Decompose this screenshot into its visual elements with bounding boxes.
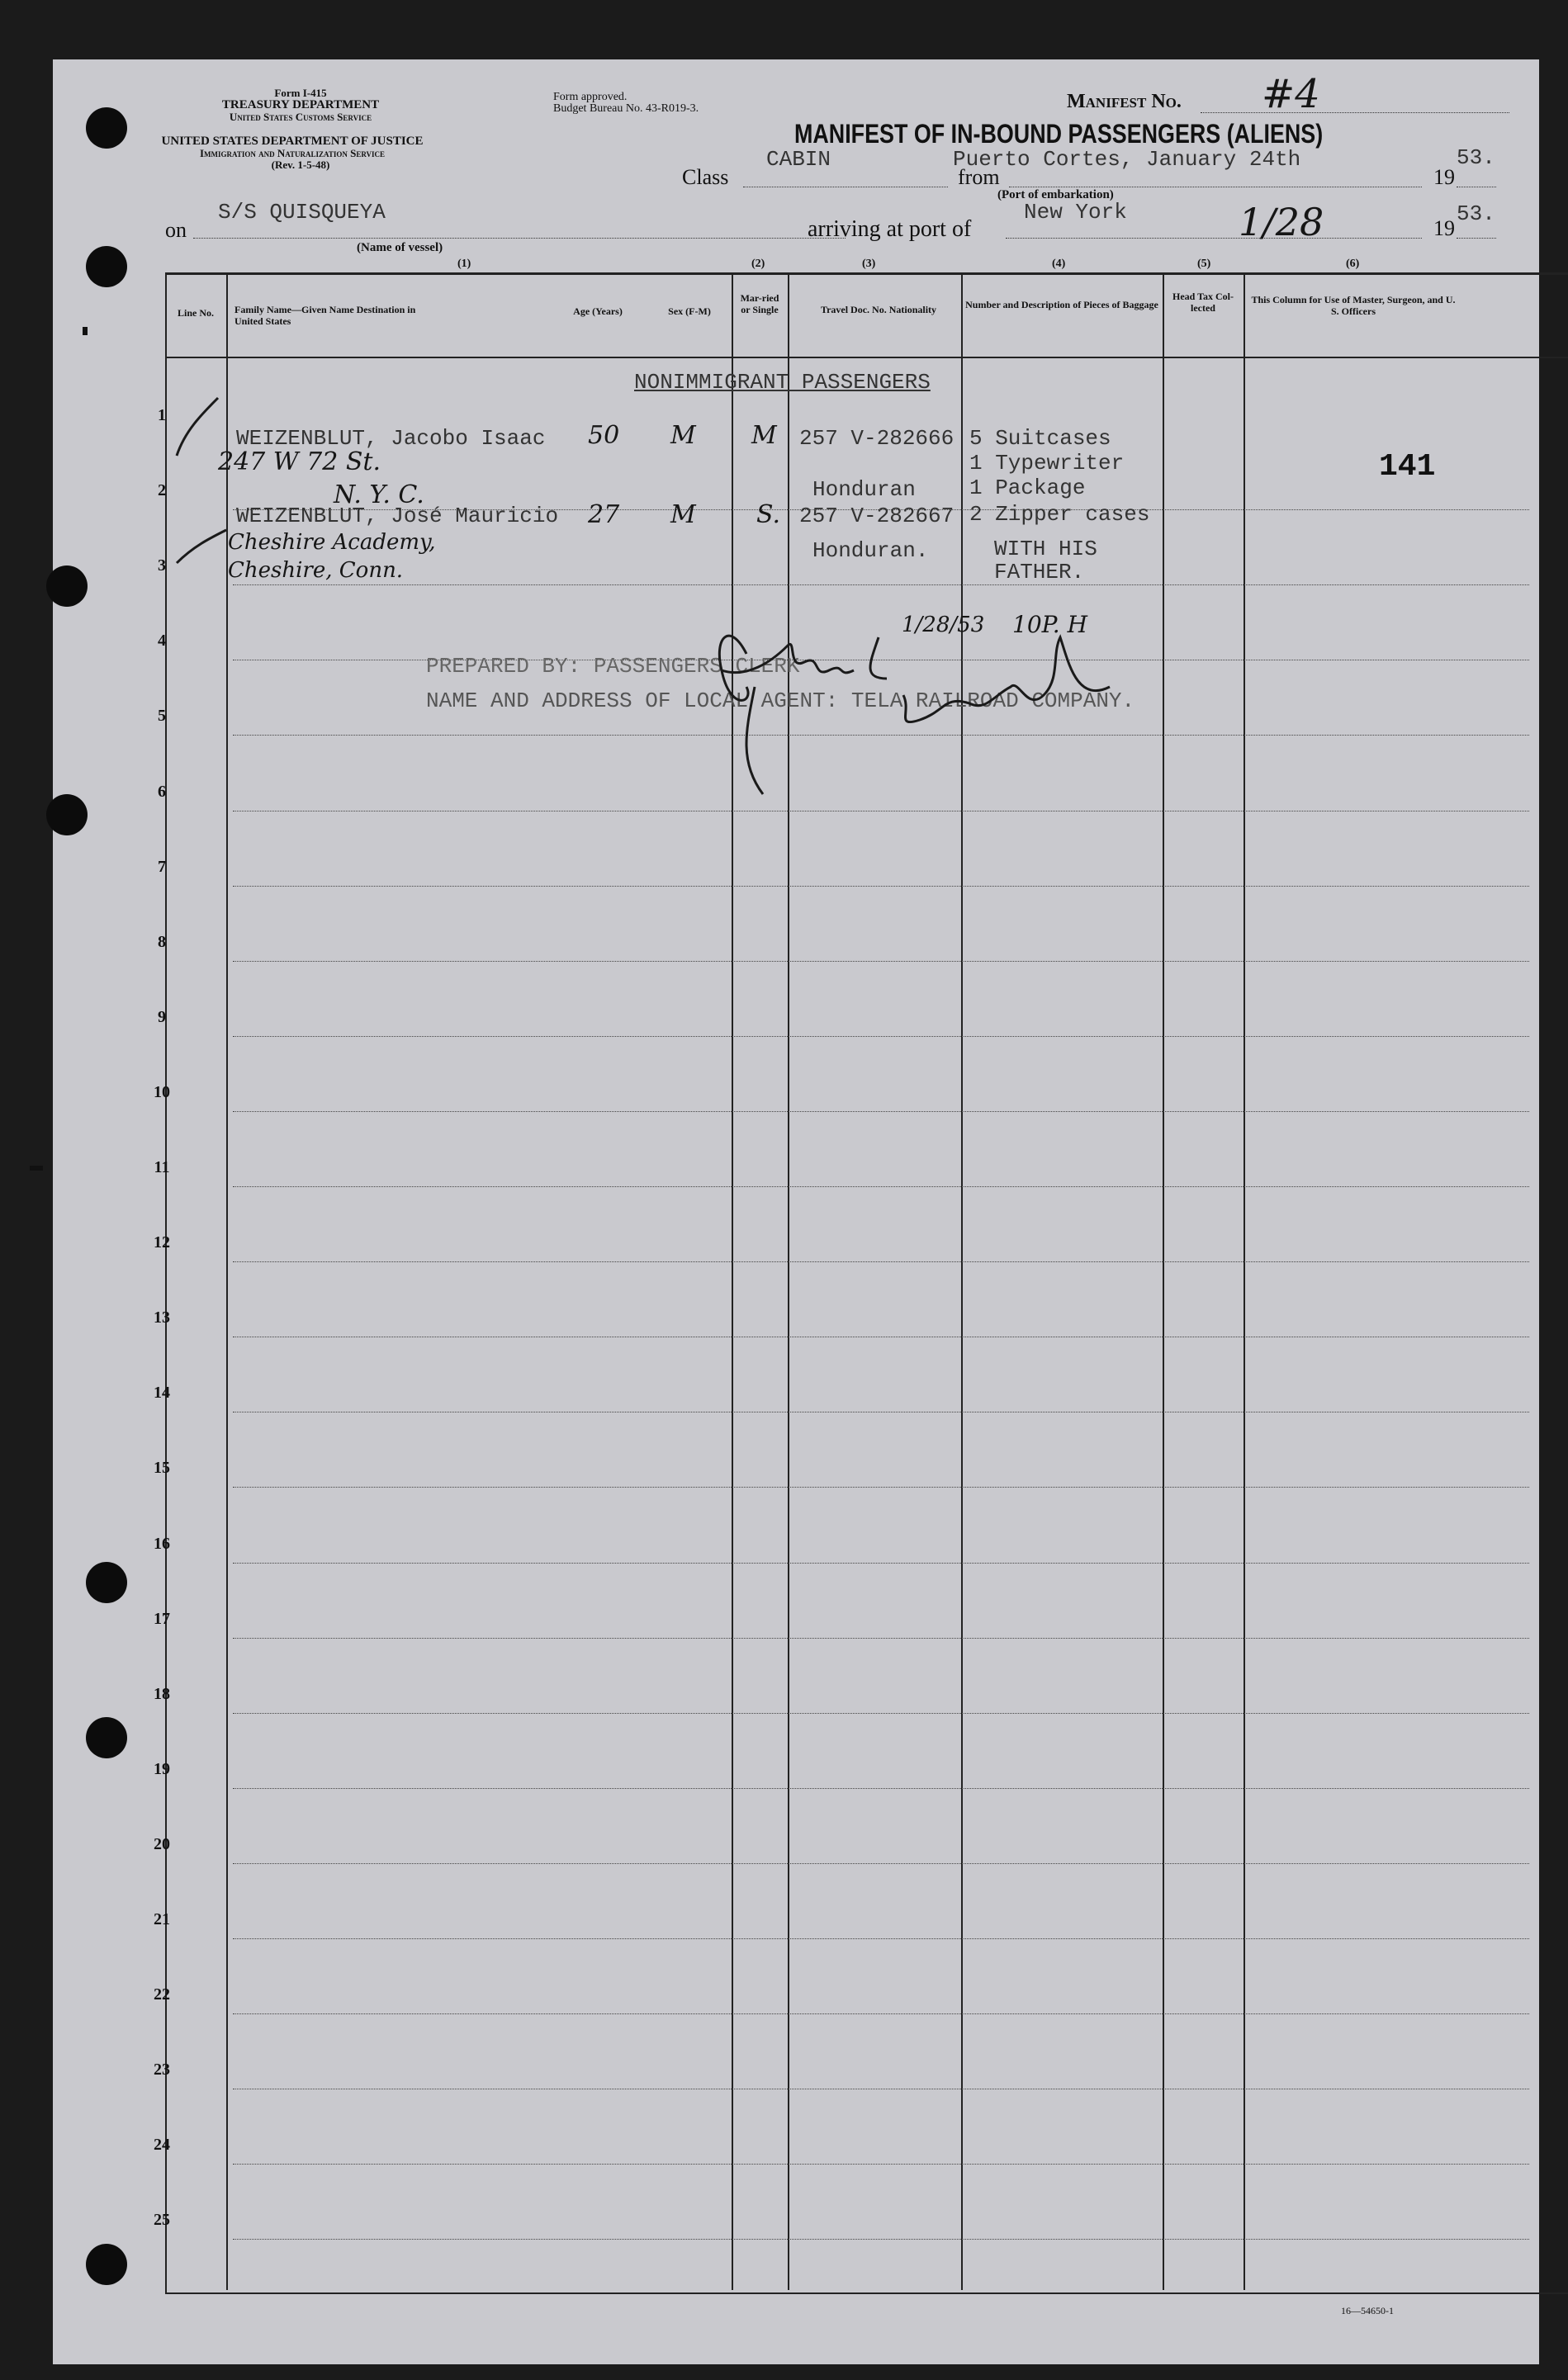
- row-line: [233, 961, 1529, 962]
- passenger-name: WEIZENBLUT, Jacobo Isaac: [236, 426, 546, 451]
- passenger-sex: M: [670, 421, 696, 450]
- line-number: 3: [158, 556, 166, 575]
- baggage-item: 1 Package: [969, 476, 1086, 500]
- line-number: 23: [154, 2061, 170, 2080]
- row-line: [233, 1036, 1529, 1037]
- manifest-no-line: [1201, 112, 1509, 113]
- col-head-travel: Travel Doc. No. Nationality: [820, 304, 937, 315]
- col-divider-travel: [961, 272, 963, 2290]
- row-line: [233, 2013, 1529, 2014]
- local-agent: NAME AND ADDRESS OF LOCAL AGENT: TELA RAILROAD COMPANY.: [426, 688, 1135, 713]
- on-label: on: [165, 218, 187, 242]
- passenger-nationality: Honduran: [812, 477, 916, 502]
- line-number: 15: [154, 1459, 170, 1478]
- colnum-5: (5): [1197, 258, 1211, 270]
- arriving-label: arriving at port of: [808, 216, 972, 242]
- row-line: [233, 2164, 1529, 2165]
- row-line: [233, 1563, 1529, 1564]
- passenger-address-2: Cheshire, Conn.: [228, 558, 404, 583]
- colnum-6: (6): [1346, 258, 1360, 270]
- year-line-2: [1457, 238, 1496, 239]
- officer-number: 141: [1379, 449, 1436, 485]
- line-number: 21: [154, 1910, 170, 1928]
- year-label-1: 19: [1433, 165, 1455, 189]
- footer-code: 16—54650-1: [1341, 2305, 1394, 2316]
- passenger-age: 27: [588, 500, 620, 529]
- vessel-line: [193, 238, 846, 239]
- edge-mark: [30, 1166, 43, 1171]
- colnum-4: (4): [1052, 258, 1066, 270]
- from-label: from: [958, 165, 1000, 189]
- col-head-married: Mar-ried or Single: [740, 292, 779, 315]
- line-number: 17: [154, 1609, 170, 1628]
- arrival-date: 1/28: [1239, 200, 1324, 244]
- colnum-1: (1): [457, 258, 471, 270]
- class-value: CABIN: [766, 147, 831, 172]
- row-line: [233, 1186, 1529, 1187]
- line-number: 20: [154, 1834, 170, 1853]
- manifest-page: [53, 59, 1539, 2364]
- revision-date: (Rev. 1-5-48): [271, 159, 330, 171]
- manifest-title: MANIFEST OF IN-BOUND PASSENGERS (ALIENS): [794, 119, 1324, 149]
- line-number: 19: [154, 1759, 170, 1778]
- punch-hole: [86, 107, 127, 149]
- port-embark-caption: (Port of embarkation): [997, 188, 1114, 201]
- col-head-baggage: Number and Description of Pieces of Baggage: [965, 299, 1158, 310]
- form-number: Form I-415: [274, 87, 327, 99]
- passenger-married: M: [751, 421, 777, 450]
- col-divider-baggage: [1163, 272, 1164, 2290]
- line-number: 7: [158, 857, 166, 876]
- vessel-caption: (Name of vessel): [357, 241, 443, 254]
- date-note: 1/28/53: [902, 613, 985, 637]
- passenger-address-2: N. Y. C.: [334, 480, 424, 509]
- row-line: [233, 1938, 1529, 1939]
- line-check-marks: [168, 381, 234, 580]
- punch-hole: [46, 794, 88, 835]
- code-note: 10P. H: [1012, 611, 1088, 638]
- line-number: 2: [158, 481, 166, 500]
- budget-bureau: Budget Bureau No. 43-R019-3.: [553, 102, 699, 115]
- col-head-officers: This Column for Use of Master, Surgeon, and U. S. Officers: [1251, 294, 1456, 317]
- line-number: 5: [158, 707, 166, 726]
- baggage-item: 2 Zipper cases: [969, 502, 1150, 527]
- col-head-sex: Sex (F-M): [668, 305, 711, 317]
- line-number: 22: [154, 1985, 170, 2004]
- punch-hole: [86, 246, 127, 287]
- table-header-rule: [165, 357, 1568, 358]
- row-line: [233, 1713, 1529, 1714]
- line-number: 25: [154, 2211, 170, 2230]
- col-divider-name: [732, 272, 733, 2290]
- punch-hole: [86, 1717, 127, 1758]
- manifest-no-label: Manifest No.: [1067, 91, 1182, 112]
- line-number: 6: [158, 782, 166, 801]
- ins-service: Immigration and Naturalization Service: [199, 147, 386, 159]
- line-number: 16: [154, 1534, 170, 1553]
- punch-hole: [86, 1562, 127, 1603]
- row-line: [233, 1638, 1529, 1639]
- manifest-no-value: #4: [1262, 71, 1320, 117]
- line-number: 24: [154, 2136, 170, 2155]
- line-number: 9: [158, 1007, 166, 1026]
- vessel-value: S/S QUISQUEYA: [218, 200, 386, 225]
- year-label-2: 19: [1433, 216, 1455, 240]
- row-line: [233, 1487, 1529, 1488]
- line-number: 11: [154, 1158, 170, 1176]
- from-value: Puerto Cortes, January 24th: [953, 147, 1301, 172]
- arriving-value: New York: [1024, 200, 1127, 225]
- row-line: [233, 1788, 1529, 1789]
- colnum-3: (3): [862, 258, 876, 270]
- passenger-married: S.: [756, 500, 781, 529]
- colnum-2: (2): [751, 258, 765, 270]
- line-number: 1: [158, 406, 166, 424]
- class-label: Class: [682, 165, 729, 189]
- col-divider-headtax: [1244, 272, 1245, 2290]
- row-line: [233, 584, 1529, 585]
- edge-mark: [83, 327, 88, 335]
- col-head-headtax: Head Tax Col-lected: [1172, 291, 1234, 314]
- passenger-travel-doc: 257 V-282666: [799, 426, 955, 451]
- baggage-item: 1 Typewriter: [969, 451, 1125, 476]
- arriving-line: [1006, 238, 1422, 239]
- passenger-address-1: 247 W 72 St.: [218, 447, 381, 476]
- row-line: [233, 1111, 1529, 1112]
- line-number: 12: [154, 1233, 170, 1252]
- col-head-age: Age (Years): [573, 305, 623, 317]
- passenger-travel-doc: 257 V-282667: [799, 504, 955, 528]
- section-heading: NONIMMIGRANT PASSENGERS: [634, 370, 931, 395]
- treasury-dept: TREASURY DEPARTMENT: [221, 98, 380, 111]
- form-approved: Form approved.: [553, 91, 628, 103]
- passenger-address-1: Cheshire Academy,: [228, 530, 436, 555]
- baggage-item: FATHER.: [994, 560, 1085, 584]
- line-number: 10: [154, 1082, 170, 1101]
- line-number: 18: [154, 1684, 170, 1703]
- punch-hole: [46, 565, 88, 607]
- passenger-sex: M: [670, 500, 696, 529]
- passenger-name: WEIZENBLUT, José Mauricio: [236, 504, 559, 528]
- prepared-by: PREPARED BY: PASSENGERS CLERK: [426, 654, 800, 679]
- year-value-1: 53.: [1457, 145, 1495, 170]
- passenger-nationality: Honduran.: [812, 538, 929, 563]
- row-line: [233, 886, 1529, 887]
- row-line: [233, 2239, 1529, 2240]
- col-divider-married: [788, 272, 789, 2290]
- year-value-2: 53.: [1457, 201, 1495, 226]
- line-number: 8: [158, 932, 166, 951]
- baggage-item: WITH HIS: [994, 537, 1097, 561]
- col-head-line: Line No.: [177, 307, 214, 319]
- punch-hole: [86, 2244, 127, 2285]
- col-head-name: Family Name—Given Name Destination in United States: [234, 304, 416, 327]
- row-line: [233, 1261, 1529, 1262]
- line-number: 4: [158, 632, 166, 651]
- baggage-item: 5 Suitcases: [969, 426, 1111, 451]
- justice-dept: UNITED STATES DEPARTMENT OF JUSTICE: [161, 135, 424, 148]
- line-number: 14: [154, 1384, 170, 1403]
- line-number: 13: [154, 1308, 170, 1327]
- customs-service: United States Customs Service: [229, 111, 372, 123]
- passenger-age: 50: [588, 421, 620, 450]
- row-line: [233, 1863, 1529, 1864]
